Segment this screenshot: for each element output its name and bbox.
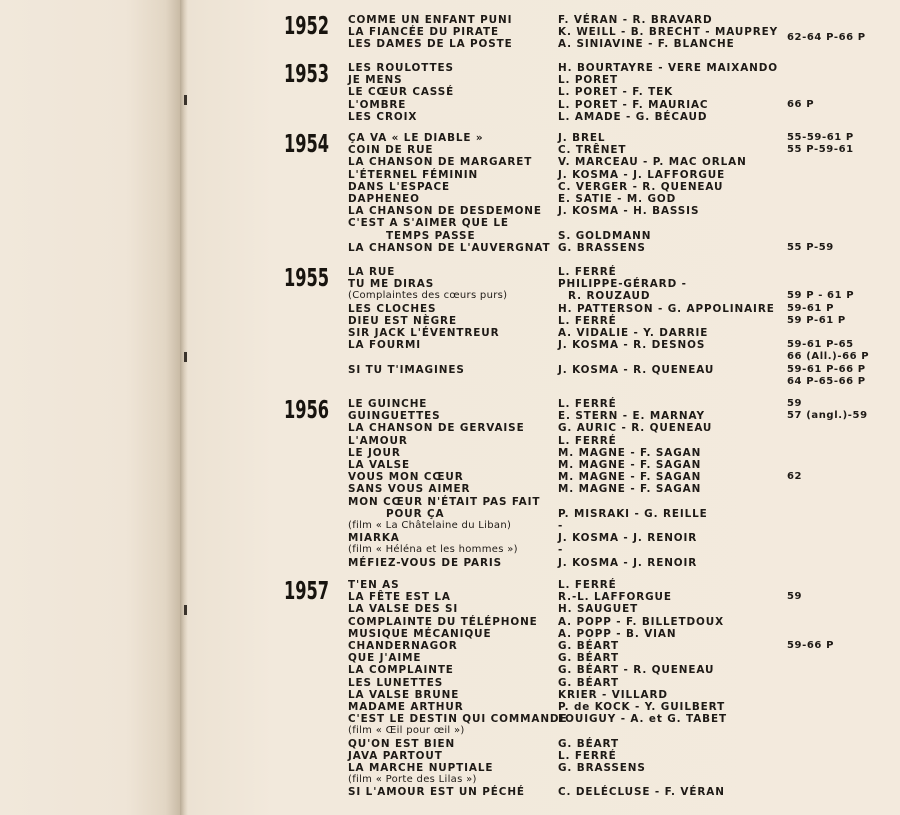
song-title: LES DAMES DE LA POSTE [348, 38, 513, 51]
song-title: LA CHANSON DE GERVAISE [348, 422, 525, 435]
song-title: LA CHANSON DE MARGARET [348, 156, 533, 169]
song-title: DANS L'ESPACE [348, 180, 450, 193]
song-title: COMPLAINTE DU TÉLÉPHONE [348, 615, 538, 628]
song-title: T'EN AS [348, 579, 400, 591]
song-authors: L. FERRÉ [558, 398, 617, 410]
song-authors: S. GOLDMANN [558, 229, 652, 242]
song-authors: R. ROUZAUD [568, 290, 651, 303]
song-title: LES CLOCHES [348, 302, 437, 315]
song-title: MIARKA [348, 532, 400, 545]
song-title: TEMPS PASSE [386, 229, 476, 242]
song-title: TU ME DIRAS [348, 278, 435, 291]
song-authors: G. BÉART [558, 640, 619, 652]
song-authors: G. BRASSENS [558, 241, 646, 254]
song-title: L'OMBRE [348, 98, 407, 111]
song-authors: E. STERN - E. MARNAY [558, 410, 705, 423]
recording-reference: 59-66 P [787, 640, 834, 651]
song-authors: P. de KOCK - Y. GUILBERT [558, 701, 726, 713]
song-authors: M. MAGNE - F. SAGAN [558, 446, 702, 459]
song-title: ÇA VA « LE DIABLE » [348, 132, 484, 144]
song-title: LA FÊTE EST LA [348, 591, 451, 604]
recording-reference: 59 [787, 591, 803, 603]
song-authors: R.-L. LAFFORGUE [558, 591, 672, 604]
song-authors: A. SINIAVINE - F. BLANCHE [558, 38, 735, 51]
recording-reference: 55 P-59 [787, 241, 834, 253]
song-authors: G. BÉART - R. QUENEAU [558, 664, 715, 677]
film-note: (film « Porte des Lilas ») [348, 774, 477, 786]
song-authors: - [558, 544, 564, 557]
year-heading: 1956 [284, 395, 330, 424]
song-title: LA CHANSON DE L'AUVERGNAT [348, 241, 551, 254]
song-title: LA VALSE BRUNE [348, 688, 460, 701]
recording-reference: 55 P-59-61 [787, 144, 854, 156]
song-title: LE CŒUR CASSÉ [348, 86, 455, 99]
song-title: LA FOURMI [348, 339, 421, 352]
song-authors: M. MAGNE - F. SAGAN [558, 471, 702, 484]
year-heading: 1957 [284, 576, 330, 605]
recording-reference: 66 P [787, 98, 815, 110]
recording-reference: 55-59-61 P [787, 132, 854, 143]
recording-reference: 59 P-61 P [787, 314, 846, 326]
song-authors: L. FERRÉ [558, 434, 617, 447]
film-note: (film « Œil pour œil ») [348, 725, 465, 737]
song-authors: M. MAGNE - F. SAGAN [558, 459, 702, 471]
year-heading: 1955 [284, 263, 330, 292]
song-title: DAPHENEO [348, 193, 420, 205]
song-title: SANS VOUS AIMER [348, 483, 471, 496]
binding-mark [184, 95, 187, 105]
song-authors: L. PORET - F. MAURIAC [558, 98, 709, 111]
song-title: L'AMOUR [348, 434, 408, 447]
song-title: CHANDERNAGOR [348, 640, 458, 652]
song-authors: L. PORET [558, 74, 619, 87]
song-title: SI L'AMOUR EST UN PÉCHÉ [348, 786, 525, 799]
song-title: LA RUE [348, 266, 396, 278]
song-authors: H. SAUGUET [558, 603, 639, 616]
song-authors: A. POPP - B. VIAN [558, 627, 677, 640]
song-title: VOUS MON CŒUR [348, 471, 464, 484]
song-authors: C. VERGER - R. QUENEAU [558, 180, 724, 193]
song-title: LE GUINCHE [348, 398, 428, 410]
song-authors: G. BÉART [558, 676, 619, 689]
year-heading: 1953 [284, 59, 330, 88]
song-title: JE MENS [348, 74, 403, 87]
song-title: LA FIANCÉE DU PIRATE [348, 26, 500, 39]
song-authors: J. KOSMA - J. RENOIR [558, 556, 698, 569]
song-authors: C. DELÉCLUSE - F. VÉRAN [558, 786, 725, 799]
song-authors: E. SATIE - M. GOD [558, 193, 677, 205]
song-authors: K. WEILL - B. BRECHT - MAUPREY [558, 26, 779, 39]
recording-reference: 59-61 P-66 P [787, 363, 866, 375]
recording-reference: 62 [787, 471, 803, 483]
song-title: C'EST LE DESTIN QUI COMMANDE [348, 713, 568, 726]
song-authors: V. MARCEAU - P. MAC ORLAN [558, 156, 747, 169]
binding-mark [184, 352, 187, 362]
song-authors: J. KOSMA - H. BASSIS [558, 205, 700, 218]
song-title: DIEU EST NÈGRE [348, 314, 457, 327]
song-authors: G. BRASSENS [558, 762, 646, 774]
song-authors: L. FERRÉ [558, 749, 617, 762]
song-authors: J. KOSMA - R. QUENEAU [558, 363, 715, 376]
song-title: GUINGUETTES [348, 410, 441, 423]
song-authors: A. POPP - F. BILLETDOUX [558, 615, 724, 628]
song-title: MADAME ARTHUR [348, 701, 464, 713]
film-note: (Complaintes des cœurs purs) [348, 290, 508, 302]
song-title: MUSIQUE MÉCANIQUE [348, 627, 492, 640]
song-title: JAVA PARTOUT [348, 749, 443, 762]
recording-reference: 59 [787, 398, 803, 409]
year-heading: 1954 [284, 129, 330, 158]
song-title: LE JOUR [348, 446, 401, 459]
song-title: LA CHANSON DE DESDEMONE [348, 205, 542, 218]
song-authors: H. BOURTAYRE - VERE MAIXANDO [558, 62, 778, 74]
song-authors: L. AMADE - G. BÉCAUD [558, 110, 708, 123]
recording-reference: 62-64 P-66 P [787, 32, 866, 44]
recording-reference: 66 (All.)-66 P [787, 351, 870, 363]
song-authors: G. AURIC - R. QUENEAU [558, 422, 713, 435]
recording-reference: 59-61 P [787, 302, 834, 314]
song-authors: J. KOSMA - J. LAFFORGUE [558, 168, 726, 181]
song-title: LES ROULOTTES [348, 62, 454, 74]
song-title: SIR JACK L'ÉVENTREUR [348, 327, 500, 339]
song-authors: PHILIPPE-GÉRARD - [558, 278, 687, 291]
left-page [0, 0, 180, 815]
song-authors: J. KOSMA - J. RENOIR [558, 532, 698, 545]
song-authors: - [558, 520, 564, 532]
song-authors: L. FERRÉ [558, 266, 617, 278]
song-title: MON CŒUR N'ÉTAIT PAS FAIT [348, 495, 541, 508]
recording-reference: 59 P - 61 P [787, 290, 855, 302]
recording-reference: 64 P-65-66 P [787, 375, 866, 387]
binding-mark [184, 605, 187, 615]
song-authors: J. KOSMA - R. DESNOS [558, 339, 706, 352]
song-title: COIN DE RUE [348, 144, 434, 157]
film-note: (film « La Châtelaine du Liban) [348, 520, 512, 531]
song-title: SI TU T'IMAGINES [348, 363, 465, 376]
song-authors: M. MAGNE - F. SAGAN [558, 483, 702, 496]
song-title: LES CROIX [348, 110, 418, 123]
song-authors: C. TRÊNET [558, 144, 627, 157]
song-title: QU'ON EST BIEN [348, 737, 456, 750]
song-authors: L. PORET - F. TEK [558, 86, 674, 99]
song-title: LA VALSE DES SI [348, 603, 459, 616]
song-authors: KRIER - VILLARD [558, 688, 668, 701]
recording-reference: 57 (angl.)-59 [787, 410, 868, 422]
song-authors: G. BÉART [558, 652, 619, 665]
song-title: LA COMPLAINTE [348, 664, 454, 677]
song-authors: H. PATTERSON - G. APPOLINAIRE [558, 302, 775, 315]
song-title: LA MARCHE NUPTIALE [348, 762, 494, 774]
song-title: QUE J'AIME [348, 652, 422, 665]
song-title: LA VALSE [348, 459, 411, 471]
song-authors: G. BÉART [558, 737, 619, 750]
book-gutter [180, 0, 188, 815]
recording-reference: 59-61 P-65 [787, 339, 854, 351]
film-note: (film « Héléna et les hommes ») [348, 544, 518, 556]
song-title: L'ÉTERNEL FÉMININ [348, 168, 479, 181]
song-authors: A. VIDALIE - Y. DARRIE [558, 327, 709, 339]
song-authors: L. FERRÉ [558, 579, 617, 591]
song-authors: P. MISRAKI - G. REILLE [558, 507, 708, 520]
song-authors: J. BREL [558, 132, 606, 144]
song-title: COMME UN ENFANT PUNI [348, 14, 513, 26]
song-authors: F. VÉRAN - R. BRAVARD [558, 14, 713, 26]
song-title: LES LUNETTES [348, 676, 444, 689]
song-title: C'EST A S'AIMER QUE LE [348, 217, 509, 230]
song-title: MÉFIEZ-VOUS DE PARIS [348, 556, 503, 569]
song-authors: LOUIGUY - A. et G. TABET [558, 713, 727, 726]
year-heading: 1952 [284, 11, 330, 40]
song-title: POUR ÇA [386, 507, 445, 520]
song-authors: L. FERRÉ [558, 314, 617, 327]
